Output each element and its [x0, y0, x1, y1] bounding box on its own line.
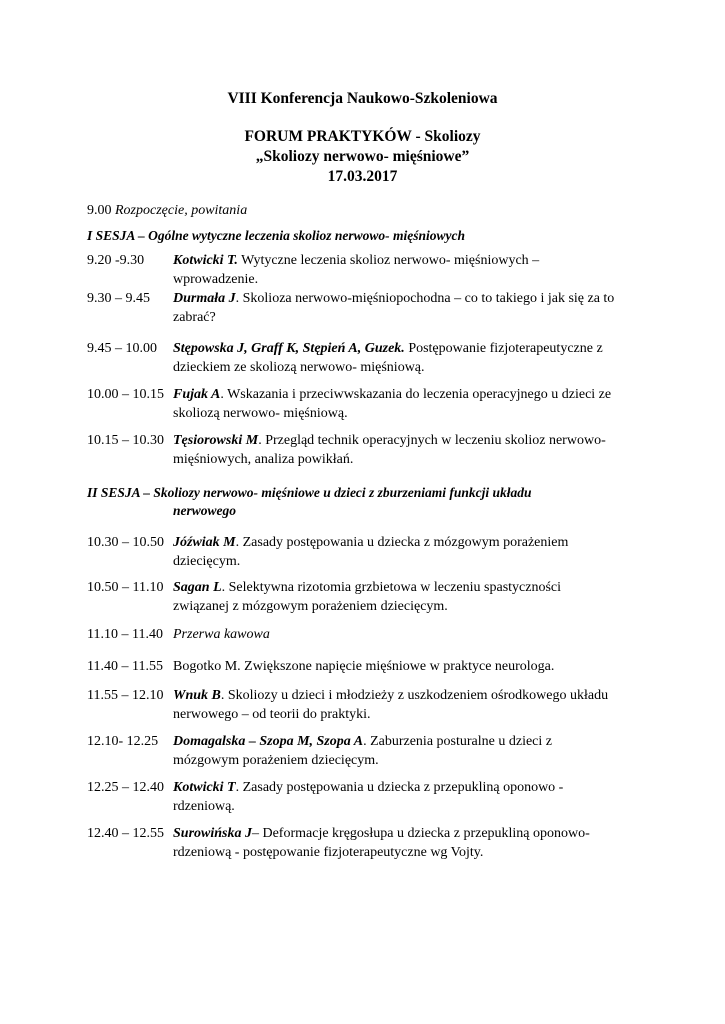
agenda-topic: Przerwa kawowa	[173, 627, 270, 642]
agenda-topic-continued: rdzeniową.	[173, 799, 235, 814]
agenda-topic: . Wskazania i przeciwwskazania do leczenia operacyjnego u dzieci ze	[220, 387, 612, 402]
agenda-speaker: Durmała J	[173, 291, 236, 306]
agenda-topic-continued: nerwowego – od teorii do praktyki.	[173, 707, 371, 722]
agenda-speaker: Wnuk B	[173, 688, 221, 703]
opening-line	[87, 202, 647, 220]
agenda-line-1	[173, 386, 611, 404]
opening-text: Rozpoczęcie, powitania	[115, 203, 248, 218]
agenda-topic-continued: związanej z mózgowym porażeniem dziecięcym.	[173, 599, 448, 614]
session-2-title-line-1: II SESJA – Skoliozy nerwowo- mięśniowe u dzieci z zburzeniami funkcji układu	[87, 485, 532, 500]
agenda-time: 9.20 -9.30	[87, 253, 145, 268]
agenda-speaker: Kotwicki T.	[173, 253, 238, 268]
agenda-line-1	[173, 687, 608, 705]
agenda-time: 10.15 – 10.30	[87, 433, 164, 448]
agenda-time: 9.45 – 10.00	[87, 341, 157, 356]
agenda-line-1	[173, 733, 552, 751]
agenda-speaker: Sagan L	[173, 580, 222, 595]
agenda-topic: Wytyczne leczenia skolioz nerwowo- mięśniowych –	[237, 253, 540, 268]
agenda-topic: Bogotko M. Zwiększone napięcie mięśniowe w praktyce neurologa.	[173, 659, 555, 674]
agenda-speaker: Domagalska – Szopa M, Szopa A	[173, 734, 364, 749]
agenda-speaker: Kotwicki T	[173, 780, 236, 795]
agenda-speaker: Surowińska J	[173, 826, 252, 841]
session-1-title: I SESJA – Ogólne wytyczne leczenia skolioz nerwowo- mięśniowych	[87, 228, 466, 243]
agenda-line-1	[173, 579, 561, 597]
agenda-topic-continued: mięśniowych, analiza powikłań.	[173, 452, 354, 467]
agenda-topic: . Zaburzenia posturalne u dzieci z	[363, 734, 552, 749]
agenda-topic: . Przegląd technik operacyjnych w leczeniu skolioz nerwowo-	[258, 433, 606, 448]
agenda-topic: . Skoliozy u dzieci i młodzieży z uszkodzeniem ośrodkowego układu	[220, 688, 609, 703]
agenda-topic: . Selektywna rizotomia grzbietowa w leczeniu spastyczności	[221, 580, 562, 595]
agenda-speaker: Jóźwiak M	[173, 535, 236, 550]
agenda-topic-continued: dziecięcym.	[173, 554, 241, 569]
agenda-time: 12.25 – 12.40	[87, 780, 164, 795]
agenda-topic-continued: dzieckiem ze skoliozą nerwowo- mięśniową.	[173, 360, 425, 375]
agenda-line-1	[173, 252, 539, 270]
opening-time: 9.00	[87, 203, 112, 218]
agenda-topic-continued: mózgowym porażeniem dziecięcym.	[173, 753, 379, 768]
agenda-topic: . Zasady postępowania u dziecka z mózgowym porażeniem	[235, 535, 569, 550]
agenda-topic-continued: rdzeniową - postępowanie fizjoterapeutyczne wg Vojty.	[173, 845, 484, 860]
agenda-topic-continued: wprowadzenie.	[173, 272, 259, 287]
conference-date: 17.03.2017	[327, 168, 398, 185]
agenda-time: 10.00 – 10.15	[87, 387, 164, 402]
session-2-title-line-2: nerwowego	[173, 503, 237, 518]
agenda-topic-continued: skoliozą nerwowo- mięśniową.	[173, 406, 348, 421]
agenda-line-1	[173, 534, 568, 552]
session-2-heading	[87, 484, 647, 520]
agenda-topic: Postępowanie fizjoterapeutyczne z	[404, 341, 603, 356]
agenda-line-1	[173, 340, 603, 358]
agenda-line-1	[173, 432, 606, 450]
forum-subtitle: „Skoliozy nerwowo- mięśniowe”	[255, 148, 470, 165]
agenda-time: 11.10 – 11.40	[87, 627, 163, 642]
agenda-time: 12.10- 12.25	[87, 734, 159, 749]
agenda-line-1	[173, 290, 614, 308]
agenda-topic: – Deformacje kręgosłupa u dziecka z przepukliną oponowo-	[251, 826, 590, 841]
agenda-time: 10.50 – 11.10	[87, 580, 164, 595]
agenda-line-1	[173, 825, 590, 843]
agenda-speaker: Fujak A	[173, 387, 221, 402]
forum-title: FORUM PRAKTYKÓW - Skoliozy	[244, 128, 481, 145]
agenda-time: 11.55 – 12.10	[87, 688, 164, 703]
agenda-line-1	[173, 779, 563, 797]
agenda-time: 10.30 – 10.50	[87, 535, 164, 550]
agenda-time: 12.40 – 12.55	[87, 826, 164, 841]
conference-title: VIII Konferencja Naukowo-Szkoleniowa	[227, 90, 498, 107]
agenda-time: 9.30 – 9.45	[87, 291, 150, 306]
agenda-topic-continued: zabrać?	[173, 310, 216, 325]
agenda-topic: . Skolioza nerwowo-mięśniopochodna – co to takiego i jak się za to	[235, 291, 615, 306]
agenda-topic: . Zasady postępowania u dziecka z przepukliną oponowo -	[235, 780, 564, 795]
session-1-heading	[87, 227, 647, 245]
agenda-speaker: Tęsiorowski M	[173, 433, 259, 448]
agenda-speaker: Stępowska J, Graff K, Stępień A, Guzek.	[173, 341, 405, 356]
agenda-time: 11.40 – 11.55	[87, 659, 163, 674]
